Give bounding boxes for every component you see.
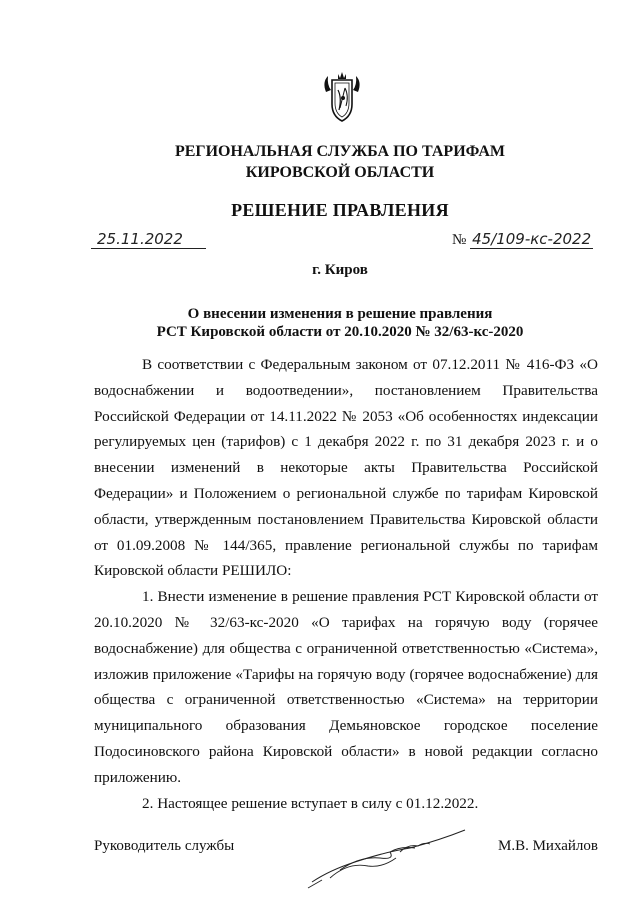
subject-line2: РСТ Кировской области от 20.10.2020 № 32/63-кс-2020	[156, 324, 524, 340]
number-sign: №	[452, 232, 467, 248]
signatory-name: М.В. Михайлов	[497, 838, 598, 854]
item-2-paragraph: 2. Настоящее решение вступает в силу с 01.12.2022.	[142, 794, 479, 812]
item-1-paragraph: 1. Внести изменение в решение правления РСТ Кировской области от 20.10.2020 № 32/63-кс-2020 «О тарифах на горячую воду (горячее водоснабжение) для общества с ограниченной ответственностью «Система», изложив приложение «Тарифы на горячую воду (горячее водоснабжение) для общества с ограниченной ответственностью «Система» на территории муниципального образования Демьяновское городское поселение Подосиновского района Кировской области» в новой редакции согласно приложению.	[94, 588, 598, 786]
preamble-paragraph: В соответствии с Федеральным законом от 07.12.2011 № 416-ФЗ «О водоснабжении и водоотведении», постановлением Правительства Российской Федерации от 14.11.2022 № 2053 «Об особенностях индексации регулируемых цен (тарифов) с 1 декабря 2022 г. по 31 декабря 2023 г. и о внесении изменений в некоторые акты Правительства Российской Федерации» и Положением о региональной службе по тарифам Кировской области, утвержденным постановлением Правительства Кировской области от 01.09.2008 № 144/365, правление региональной службы по тарифам Кировской области РЕШИЛО:	[94, 356, 598, 580]
city-name: г. Киров	[312, 262, 368, 278]
coat-of-arms-icon	[318, 68, 366, 124]
signatory-role: Руководитель службы	[94, 838, 235, 854]
document-type-title: РЕШЕНИЕ ПРАВЛЕНИЯ	[231, 200, 449, 220]
document-number	[452, 230, 602, 249]
document-date: 25.11.2022	[91, 230, 206, 249]
organization-name-line2: КИРОВСКОЙ ОБЛАСТИ	[245, 164, 435, 181]
handwritten-signature	[300, 822, 470, 892]
document-body	[94, 352, 598, 816]
document-number-value: 45/109-кс-2022	[472, 230, 592, 248]
subject-line1: О внесении изменения в решение правления	[187, 306, 493, 322]
organization-name-line1: РЕГИОНАЛЬНАЯ СЛУЖБА ПО ТАРИФАМ	[174, 143, 506, 160]
